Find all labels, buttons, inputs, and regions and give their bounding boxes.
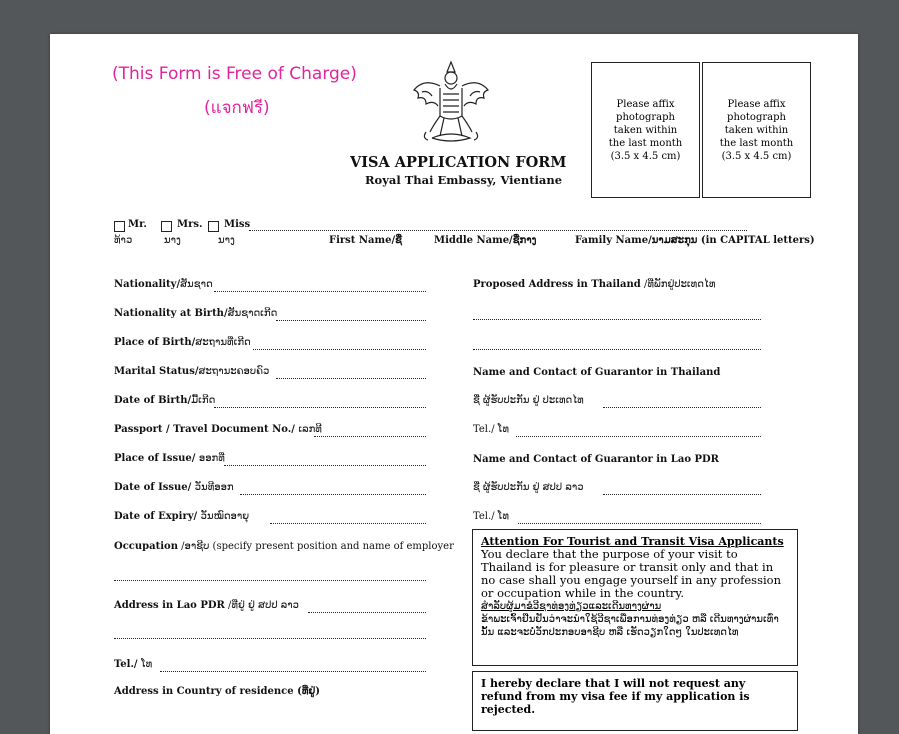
address-lao-field[interactable]: [308, 612, 426, 613]
place-of-birth-label: Place of Birth/ສະຖານທີ່ເກີດ: [114, 337, 251, 348]
proposed-address-field-1[interactable]: [473, 319, 761, 320]
attention-lao-heading: ສຳລັບຜູ້ມາຂໍວີຊາທ່ອງທ່ຽວແລະເດີນທາງຜ່ານ: [481, 601, 662, 612]
attention-lao-body: ຂ້າພະເຈົ້າຢືນຢັນວ່າຈະນໍາໃຊ້ວີຊາເພື່ອການທ່ອງທ່ຽວ ຫລື ເດີນທາງຜ່ານເທົ່ານັ້ນ ແລະຈະບໍ່ວັກປະກອບອາຊີບ ຫລື ເຮັດວຽກໃດໆ ໃນປະເທດໄທ: [481, 614, 779, 638]
free-notice-th: (แจกฟรี): [204, 98, 270, 118]
nationality-at-birth-label: Nationality at Birth/ສັນຊາດເກີດ: [114, 308, 278, 319]
mrs-label: Mrs.: [177, 219, 203, 230]
guarantor-lao-lao-label: ຊື່ ຜູ້ຮັບປະກັນ ຢູ່ ສປປ ລາວ: [473, 482, 584, 493]
place-of-issue-field[interactable]: [224, 465, 426, 466]
name-input-line[interactable]: [249, 230, 747, 231]
attention-box: [472, 529, 798, 666]
middle-name-label: Middle Name/ຊື່ກາງ: [434, 235, 537, 246]
tel-lao-label: Tel./ ໂທ: [473, 511, 509, 522]
form-title: VISA APPLICATION FORM: [350, 154, 567, 171]
miss-lao-label: ນາງ: [218, 235, 235, 246]
mrs-lao-label: ນາງ: [164, 235, 181, 246]
proposed-address-label: Proposed Address in Thailand /ທີ່ພັກຢູ່ປະເທດໄທ: [473, 279, 716, 290]
garuda-emblem: [410, 60, 492, 144]
guarantor-thailand-lao-label: ຊື່ ຜູ້ຮັບປະກັນ ຢູ່ ປະເທດໄທ: [473, 395, 584, 406]
nationality-field[interactable]: [214, 291, 426, 292]
embassy-name: Royal Thai Embassy, Vientiane: [365, 173, 563, 187]
attention-heading: Attention For Tourist and Transit Visa Applicants: [481, 535, 784, 548]
mr-label: Mr.: [128, 219, 147, 230]
date-of-issue-label: Date of Issue/ ວັນທີອອກ: [114, 482, 234, 493]
guarantor-lao-label: Name and Contact of Guarantor in Lao PDR: [473, 454, 719, 465]
photo-box-2: [702, 62, 811, 198]
mr-checkbox[interactable]: [114, 221, 125, 232]
photo-box-1: [591, 62, 700, 198]
date-of-birth-label: Date of Birth/ມື້ເກີດ: [114, 395, 216, 406]
guarantor-thailand-field[interactable]: [603, 407, 761, 408]
nationality-at-birth-field[interactable]: [276, 320, 426, 321]
date-of-birth-field[interactable]: [214, 407, 426, 408]
mrs-checkbox[interactable]: [161, 221, 172, 232]
nationality-label: Nationality/ສັນຊາດ: [114, 279, 213, 290]
tel-lao-field[interactable]: [518, 523, 761, 524]
declaration-box: [472, 671, 798, 731]
tel-thailand-field[interactable]: [516, 436, 761, 437]
date-of-expiry-label: Date of Expiry/ ວັນໝົດອາຍຸ: [114, 511, 250, 522]
miss-checkbox[interactable]: [208, 221, 219, 232]
declaration-text: I hereby declare that I will not request any refund from my visa fee if my application is rejected.: [481, 677, 750, 716]
occupation-label: Occupation /ອາຊີບ (specify present position and name of employer: [114, 541, 454, 552]
photo-instructions: Please affix photograph taken within the last month (3.5 x 4.5 cm): [719, 98, 794, 162]
proposed-address-field-2[interactable]: [473, 349, 761, 350]
photo-instructions: Please affix photograph taken within the last month (3.5 x 4.5 cm): [608, 98, 683, 162]
free-notice-en: (This Form is Free of Charge): [112, 64, 357, 84]
date-of-issue-field[interactable]: [240, 494, 426, 495]
passport-number-field[interactable]: [314, 436, 426, 437]
attention-body: You declare that the purpose of your visit to Thailand is for pleasure or transit only and that in no case shall you engage yourself in any profession or occupation while in the country.: [481, 547, 781, 600]
visa-form-page: [50, 34, 858, 734]
passport-number-label: Passport / Travel Document No./ ເລກທີ: [114, 424, 322, 435]
occupation-field[interactable]: [114, 580, 426, 581]
place-of-birth-field[interactable]: [253, 349, 426, 350]
address-country-label: Address in Country of residence (ທີ່ຢູ່): [114, 686, 320, 697]
family-name-label: Family Name/ນາມສະກຸນ (in CAPITAL letters): [575, 235, 815, 246]
tel-thailand-label: Tel./ ໂທ: [473, 424, 509, 435]
first-name-label: First Name/ຊື່: [329, 235, 402, 246]
miss-label: Miss: [224, 219, 251, 230]
date-of-expiry-field[interactable]: [270, 523, 426, 524]
marital-status-label: Marital Status/ສະຖານະຄອບຄົວ: [114, 366, 270, 377]
place-of-issue-label: Place of Issue/ ອອກທີ່: [114, 453, 225, 464]
address-lao-label: Address in Lao PDR /ທີ່ຢູ່ ຢູ່ ສປປ ລາວ: [114, 600, 299, 611]
mr-lao-label: ທ້າວ: [114, 235, 133, 246]
address-lao-field-2[interactable]: [114, 638, 426, 639]
tel-left-field[interactable]: [160, 671, 426, 672]
tel-left-label: Tel./ ໂທ: [114, 659, 153, 670]
guarantor-lao-field[interactable]: [603, 494, 761, 495]
marital-status-field[interactable]: [276, 378, 426, 379]
guarantor-thailand-label: Name and Contact of Guarantor in Thailand: [473, 367, 721, 378]
